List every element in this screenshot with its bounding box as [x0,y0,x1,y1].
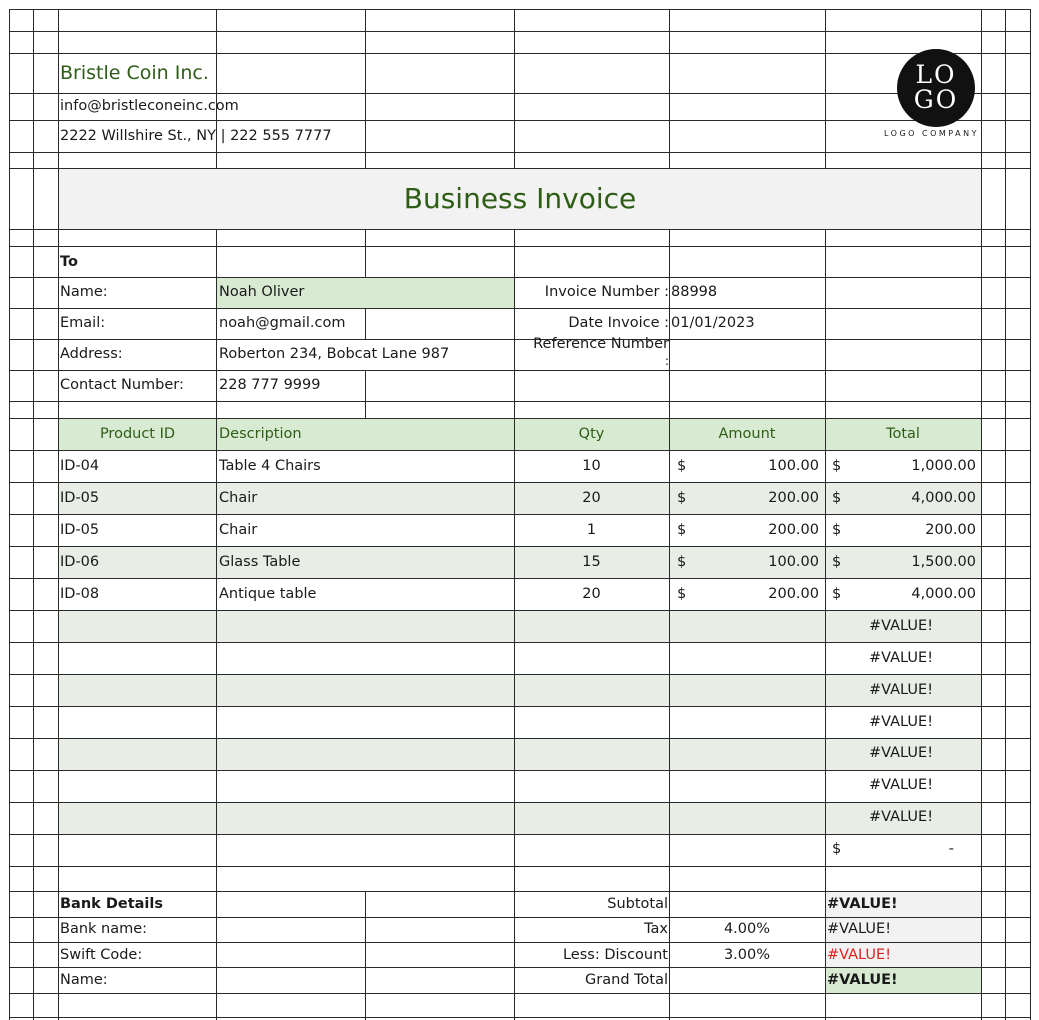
cell-amount-currency: $ [677,586,687,602]
invoice-date-label: Date Invoice : [568,315,669,331]
discount-value[interactable]: #VALUE! [827,947,892,963]
cell-amount[interactable]: 100.00 [768,554,819,570]
cell-product-id[interactable]: ID-05 [60,490,100,506]
cell-description[interactable]: Glass Table [219,554,301,570]
cell-total[interactable]: 1,000.00 [911,458,976,474]
cell-total-error[interactable]: #VALUE! [869,745,934,761]
cell-amount-currency: $ [677,458,687,474]
discount-label: Less: Discount [562,947,668,963]
cell-total[interactable]: 1,500.00 [911,554,976,570]
cell-amount-currency: $ [677,522,687,538]
bank-name-label: Bank name: [60,921,148,937]
page-title: Business Invoice [403,182,637,215]
cell-description[interactable]: Antique table [219,586,317,602]
cell-qty[interactable]: 20 [582,490,601,506]
cell-amount[interactable]: 100.00 [768,458,819,474]
subtotal-label: Subtotal [607,896,668,912]
discount-rate[interactable]: 3.00% [723,947,771,963]
account-name-label: Name: [60,972,108,988]
company-address: 2222 Willshire St., NY | 222 555 7777 [60,128,332,144]
customer-name-label: Name: [60,284,108,300]
row-band [59,803,981,834]
row-band [59,611,981,642]
cell-amount[interactable]: 200.00 [768,586,819,602]
cell-total-error[interactable]: #VALUE! [869,682,934,698]
tax-rate[interactable]: 4.00% [723,921,771,937]
row-band [59,675,981,706]
cell-qty[interactable]: 15 [582,554,601,570]
logo-mark-icon [897,49,975,127]
grand-total-label: Grand Total [585,972,668,988]
cell-total-error[interactable]: #VALUE! [869,650,934,666]
cell-total-currency: $ [832,554,842,570]
grand-total-value[interactable]: #VALUE! [827,972,898,988]
cell-product-id[interactable]: ID-06 [60,554,100,570]
company-name: Bristle Coin Inc. [60,62,209,84]
tax-label: Tax [644,921,668,937]
swift-code-label: Swift Code: [60,947,143,963]
reference-number-colon: : [664,354,669,368]
customer-contact-value[interactable]: 228 777 9999 [219,377,321,393]
cell-total-error[interactable]: #VALUE! [869,809,934,825]
cell-total-currency: $ [832,586,842,602]
header-amount: Amount [718,426,776,442]
logo-text-line1: LO [915,60,957,89]
cell-total[interactable]: 4,000.00 [911,586,976,602]
customer-address-value[interactable]: Roberton 234, Bobcat Lane 987 [219,346,450,362]
sum-value[interactable]: - [948,841,954,857]
cell-qty[interactable]: 1 [586,522,597,538]
cell-product-id[interactable]: ID-05 [60,522,100,538]
header-product-id: Product ID [99,426,176,442]
cell-description[interactable]: Chair [219,490,258,506]
cell-total-error[interactable]: #VALUE! [869,618,934,634]
cell-amount-currency: $ [677,490,687,506]
reference-number-label: Reference Number [533,336,669,352]
cell-total-currency: $ [832,522,842,538]
cell-amount[interactable]: 200.00 [768,490,819,506]
customer-contact-label: Contact Number: [60,377,184,393]
tax-value[interactable]: #VALUE! [827,921,892,937]
cell-description[interactable]: Table 4 Chairs [219,458,321,474]
cell-qty[interactable]: 10 [582,458,601,474]
customer-name-value[interactable]: Noah Oliver [219,284,305,300]
header-total: Total [886,426,920,442]
logo-text-line2: GO [913,85,959,114]
cell-total-error[interactable]: #VALUE! [869,777,934,793]
cell-product-id[interactable]: ID-08 [60,586,100,602]
sum-currency: $ [832,841,842,857]
invoice-number-value[interactable]: 88998 [671,284,718,300]
invoice-date-value[interactable]: 01/01/2023 [671,315,755,331]
cell-amount-currency: $ [677,554,687,570]
cell-qty[interactable]: 20 [582,586,601,602]
customer-email-value[interactable]: noah@gmail.com [219,315,346,331]
invoice-number-label: Invoice Number : [544,284,669,300]
cell-total-error[interactable]: #VALUE! [869,714,934,730]
row-band [59,739,981,770]
logo-caption: LOGO COMPANY [884,129,979,138]
cell-total-currency: $ [832,490,842,506]
to-heading: To [60,254,78,270]
subtotal-value[interactable]: #VALUE! [827,896,898,912]
cell-total-currency: $ [832,458,842,474]
customer-email-label: Email: [60,315,106,331]
header-qty: Qty [578,426,605,442]
cell-total[interactable]: 4,000.00 [911,490,976,506]
cell-total[interactable]: 200.00 [925,522,976,538]
cell-product-id[interactable]: ID-04 [60,458,100,474]
cell-amount[interactable]: 200.00 [768,522,819,538]
cell-description[interactable]: Chair [219,522,258,538]
header-description: Description [219,426,302,442]
customer-address-label: Address: [60,346,123,362]
bank-details-heading: Bank Details [60,896,164,912]
company-email: info@bristleconeinc.com [60,98,239,114]
